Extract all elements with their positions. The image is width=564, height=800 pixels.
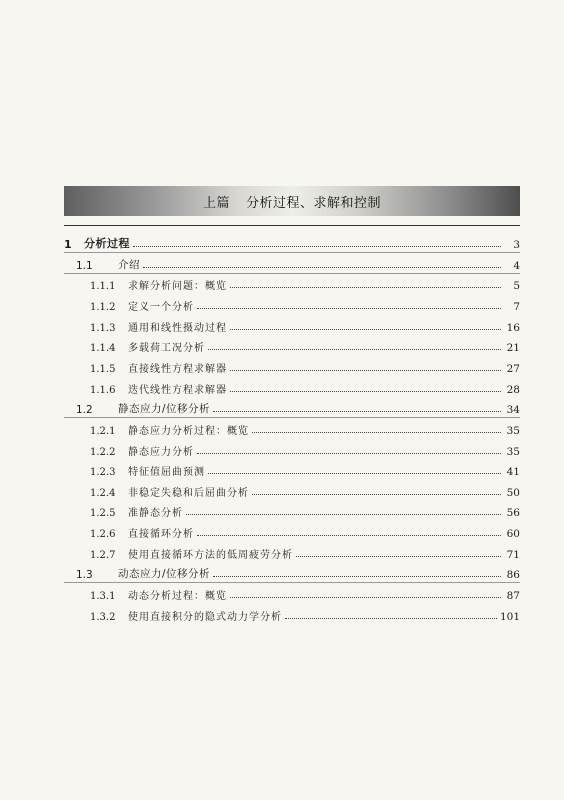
toc-leader-dots <box>252 432 501 433</box>
header-rule <box>64 225 520 226</box>
toc-leader-dots <box>230 391 501 392</box>
toc-entry-number: 1.3 <box>76 569 93 582</box>
toc-leader-dots <box>296 556 501 557</box>
toc-leader-dots <box>230 329 501 330</box>
toc-leader-dots <box>230 287 501 288</box>
toc-entry[interactable] <box>64 499 520 519</box>
toc-entry-page: 86 <box>506 569 520 582</box>
toc-entry-number: 1.1 <box>76 259 93 272</box>
toc-entry-number: 1.2 <box>76 404 93 417</box>
toc-entry-page: 4 <box>513 259 520 272</box>
toc-entry[interactable] <box>64 355 520 375</box>
toc-leader-dots <box>252 494 501 495</box>
toc-entry-number: 1.2.5 <box>90 508 116 520</box>
toc-entry[interactable] <box>64 417 520 437</box>
toc-entry-number: 1.2.3 <box>90 467 116 479</box>
toc-leader-dots <box>186 514 501 515</box>
toc-entry-title: 介绍 <box>118 258 140 271</box>
toc-entry-number: 1.2.1 <box>90 425 116 437</box>
toc-entry[interactable] <box>64 479 520 499</box>
toc-entry-title: 静态应力分析 <box>128 446 194 458</box>
toc-entry-title: 准静态分析 <box>128 508 183 520</box>
toc-entry-number: 1.1.1 <box>90 281 116 293</box>
toc-entry-page: 56 <box>506 507 520 520</box>
toc-leader-dots <box>285 618 497 619</box>
toc-entry[interactable] <box>64 272 520 292</box>
toc-entry-page: 28 <box>506 383 520 396</box>
toc-entry-title: 非稳定失稳和后屈曲分析 <box>128 487 249 499</box>
toc-entry-page: 35 <box>506 445 520 458</box>
toc-entry[interactable] <box>64 396 520 416</box>
toc-entry-page: 7 <box>513 300 520 313</box>
toc-entry-title: 动态应力/位移分析 <box>118 568 211 581</box>
toc-entry[interactable] <box>64 458 520 478</box>
toc-entry-number: 1.1.2 <box>90 301 116 313</box>
toc-leader-dots <box>143 267 501 268</box>
toc-leader-dots <box>213 411 501 412</box>
toc-leader-dots <box>197 453 501 454</box>
toc-entry-title: 使用直接积分的隐式动力学分析 <box>128 611 282 623</box>
toc-entry-number: 1.2.4 <box>90 487 116 499</box>
toc-leader-dots <box>197 308 501 309</box>
toc-entry[interactable] <box>64 252 520 272</box>
part-banner <box>64 186 520 216</box>
toc-entry[interactable] <box>64 314 520 334</box>
toc-entry-title: 静态应力分析过程：概览 <box>128 425 249 437</box>
toc-leader-dots <box>208 473 501 474</box>
toc-entry-page: 21 <box>506 342 520 355</box>
toc-entry-page: 34 <box>506 404 520 417</box>
toc-leader-dots <box>197 535 501 536</box>
toc-entry-title: 分析过程 <box>84 237 130 250</box>
toc-entry-title: 多载荷工况分析 <box>128 343 205 355</box>
toc-entry[interactable] <box>64 561 520 581</box>
toc-entry-number: 1.3.1 <box>90 591 116 603</box>
toc-entry[interactable] <box>64 582 520 602</box>
toc-leader-dots <box>133 246 501 247</box>
toc-entry[interactable] <box>64 603 520 623</box>
toc-entry-page: 50 <box>506 486 520 499</box>
toc-entry-title: 使用直接循环方法的低周疲劳分析 <box>128 549 293 561</box>
toc-entry-number: 1.1.6 <box>90 384 116 396</box>
toc-entry-title: 动态分析过程：概览 <box>128 591 227 603</box>
toc-entry-title: 定义一个分析 <box>128 301 194 313</box>
toc-entry[interactable] <box>64 293 520 313</box>
part-heading: 分析过程、求解和控制 <box>246 196 382 211</box>
toc-entry-title: 静态应力/位移分析 <box>118 403 211 416</box>
toc-leader-dots <box>230 370 501 371</box>
toc-entry-page: 41 <box>506 466 520 479</box>
toc-leader-dots <box>213 576 501 577</box>
toc-leader-dots <box>208 349 501 350</box>
toc-entry-page: 5 <box>513 280 520 293</box>
toc-entry-number: 1.2.6 <box>90 529 116 541</box>
toc-entry-page: 87 <box>506 590 520 603</box>
toc-entry-number: 1.2.2 <box>90 446 116 458</box>
toc-entry-page: 27 <box>506 362 520 375</box>
toc-entry[interactable] <box>64 520 520 540</box>
toc-entry-title: 求解分析问题：概览 <box>128 281 227 293</box>
toc-entry[interactable] <box>64 541 520 561</box>
toc-entry-page: 3 <box>513 239 520 251</box>
toc-entry[interactable] <box>64 334 520 354</box>
toc-entry-page: 35 <box>506 424 520 437</box>
toc-entry-number: 1 <box>64 238 72 251</box>
part-label: 上篇 <box>202 196 230 211</box>
part-title <box>64 192 520 211</box>
toc-entry[interactable] <box>64 376 520 396</box>
toc-entry-title: 通用和线性摄动过程 <box>128 322 227 334</box>
toc-entry-number: 1.1.4 <box>90 343 116 355</box>
toc-entry-title: 迭代线性方程求解器 <box>128 384 227 396</box>
toc-entry-page: 16 <box>506 321 520 334</box>
toc-entry-number: 1.1.3 <box>90 322 116 334</box>
toc-entry-title: 直接循环分析 <box>128 529 194 541</box>
toc-entry[interactable] <box>64 231 520 251</box>
toc-entry-number: 1.2.7 <box>90 549 116 561</box>
toc-entry-page: 60 <box>506 528 520 541</box>
toc-entry-number: 1.1.5 <box>90 363 116 375</box>
toc-entry-title: 特征值屈曲预测 <box>128 467 205 479</box>
toc-entry-page: 101 <box>499 610 520 623</box>
toc-entry-number: 1.3.2 <box>90 611 116 623</box>
toc-entry[interactable] <box>64 438 520 458</box>
toc-entry-page: 71 <box>506 548 520 561</box>
toc-leader-dots <box>230 597 501 598</box>
toc-entry-title: 直接线性方程求解器 <box>128 363 227 375</box>
